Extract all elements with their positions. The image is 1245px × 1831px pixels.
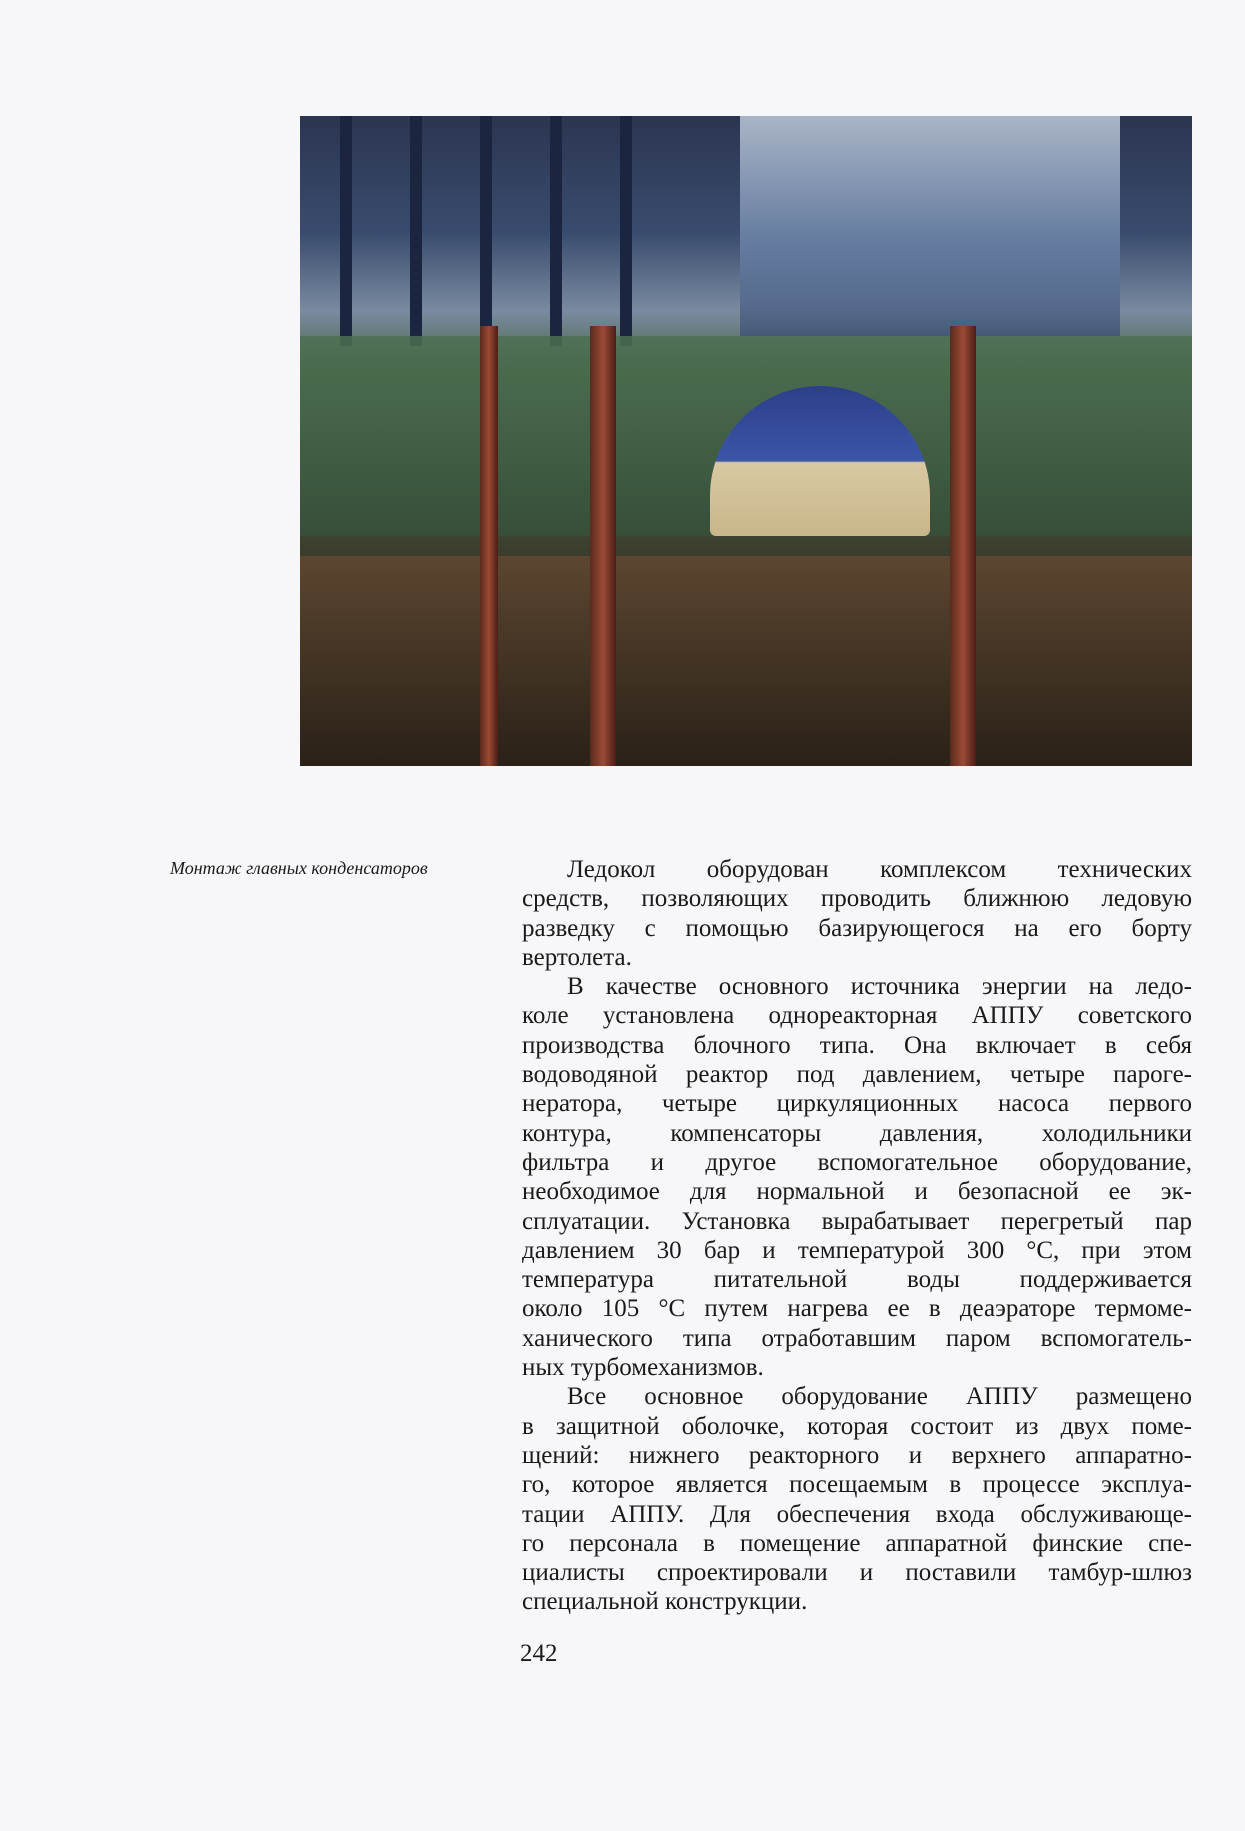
text-line: контура, компенсаторы давления, холодильники bbox=[522, 1119, 1192, 1147]
text-line: разведку с помощью базирующегося на его борту bbox=[522, 914, 1192, 942]
photo-floor bbox=[300, 556, 1192, 766]
text-line: нератора, четыре циркуляционных насоса первого bbox=[522, 1090, 1192, 1118]
photo-column bbox=[950, 326, 976, 766]
text-line: Ледокол оборудован комплексом технических bbox=[567, 856, 1192, 883]
photo-beam bbox=[550, 116, 562, 346]
text-line: ханического типа отработавшим паром вспомогатель- bbox=[522, 1324, 1192, 1352]
photo-column bbox=[480, 326, 498, 766]
text-line: давлением 30 бар и температурой 300 °С, при этом bbox=[522, 1236, 1192, 1264]
photo-caption: Монтаж главных конденсаторов bbox=[170, 858, 428, 878]
text-line: Все основное оборудование АППУ размещено bbox=[567, 1383, 1192, 1411]
text-line: необходимое для нормальной и безопасной ее эк- bbox=[522, 1178, 1192, 1206]
text-line: щений: нижнего реакторного и верхнего аппаратно- bbox=[522, 1441, 1192, 1469]
text-line: тации АППУ. Для обеспечения входа обслуживающе- bbox=[522, 1500, 1192, 1528]
photo-beam bbox=[620, 116, 632, 346]
text-line: го, которое является посещаемым в процессе эксплуа- bbox=[522, 1471, 1192, 1499]
text-line: го персонала в помещение аппаратной финские спе- bbox=[522, 1529, 1192, 1557]
page-number: 242 bbox=[520, 1640, 558, 1667]
text-line: В качестве основного источника энергии на ледо- bbox=[567, 973, 1192, 1001]
text-line: вертолета. bbox=[522, 943, 632, 971]
text-line: водоводяной реактор под давлением, четыре пароге- bbox=[522, 1061, 1192, 1089]
photo-column bbox=[590, 326, 616, 766]
text-line: коле установлена однореакторная АППУ советского bbox=[522, 1002, 1192, 1030]
text-line: ных турбомеханизмов. bbox=[522, 1354, 764, 1382]
photo-beam bbox=[410, 116, 422, 346]
text-line: температура питательной воды поддерживается bbox=[522, 1266, 1192, 1294]
photo-beam bbox=[340, 116, 352, 346]
body-text bbox=[522, 855, 1192, 1617]
photo-beam bbox=[480, 116, 492, 346]
text-line: в защитной оболочке, которая состоит из двух поме- bbox=[522, 1412, 1192, 1440]
text-line: около 105 °С путем нагрева ее в деаэраторе термоме- bbox=[522, 1295, 1192, 1323]
photo-hall-roof bbox=[740, 116, 1120, 336]
text-line: фильтра и другое вспомогательное оборудование, bbox=[522, 1148, 1192, 1176]
text-line: производства блочного типа. Она включает в себя bbox=[522, 1031, 1192, 1059]
text-line: сплуатации. Установка вырабатывает перегретый пар bbox=[522, 1207, 1192, 1235]
text-line: средств, позволяющих проводить ближнюю ледовую bbox=[522, 885, 1192, 913]
text-line: специальной конструкции. bbox=[522, 1588, 808, 1616]
photo-condenser-assembly bbox=[300, 116, 1192, 766]
text-line: циалисты спроектировали и поставили тамбур-шлюз bbox=[522, 1559, 1192, 1587]
